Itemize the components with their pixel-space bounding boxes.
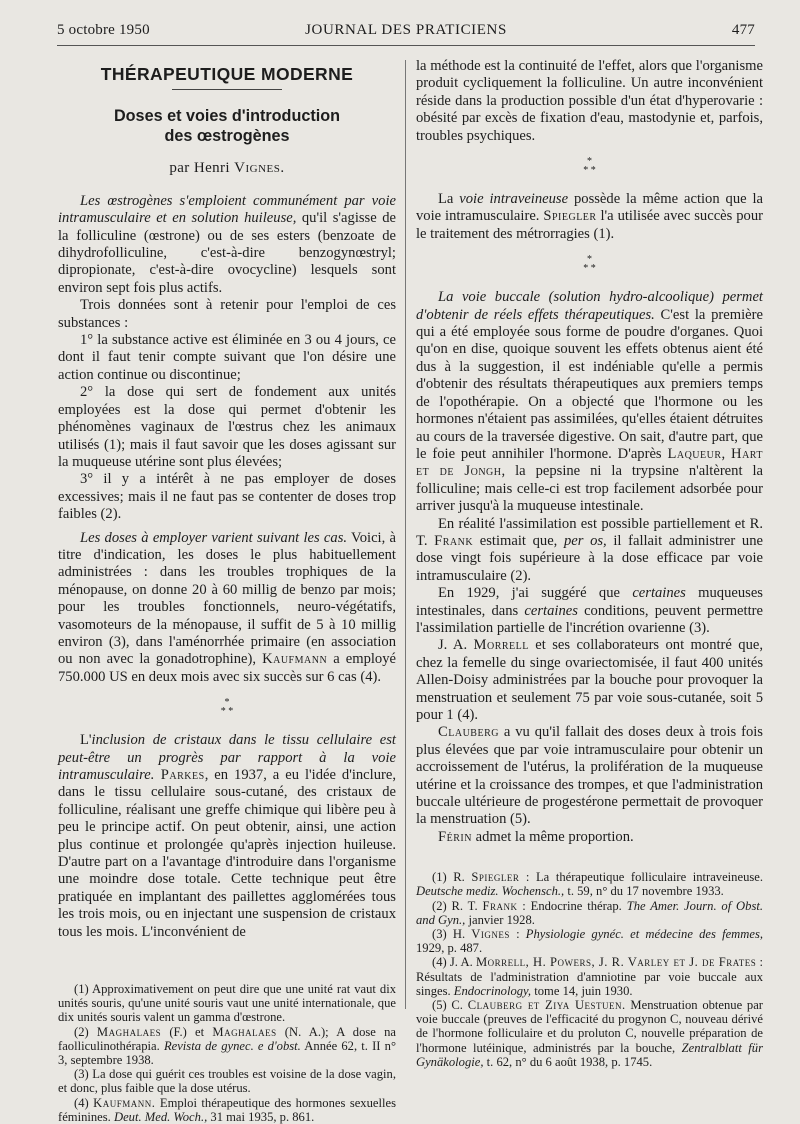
footnote-text: Emploi thérapeutique des hormones sexuelles féminines. — [58, 1095, 396, 1124]
author-name: Morrell, H. Powers, J. R. Varley et J. de Frates — [475, 955, 757, 970]
author-name: Spiegler — [543, 208, 597, 225]
asterism — [58, 698, 396, 716]
paragraph — [416, 637, 763, 724]
footnote — [416, 998, 763, 1069]
author-name: Frank — [482, 898, 518, 913]
footnote-text: (F.) et — [161, 1024, 213, 1039]
author-name: Maghalaes — [96, 1024, 162, 1039]
paragraph-text: a employé 750.000 US en deux mois avec six succès sur 6 cas (4). — [58, 651, 397, 685]
author-name: Férin — [438, 828, 472, 845]
footnotes-right — [416, 870, 763, 1069]
paragraph-text: En 1929, j'ai suggéré que — [438, 585, 633, 602]
paragraph — [416, 516, 763, 586]
paragraph-text: En réalité l'assimilation est possible partiellement et R. T. — [416, 515, 763, 549]
paragraph-text: admet la même proportion. — [471, 828, 634, 845]
article-title — [58, 106, 396, 146]
paragraph-text: a vu qu'il fallait des doses deux à trois fois plus élevées que par voie intramusculaire pour obtenir un accroissement de l'utérus, la prolifération de la muqueuse utérine et la croissance des trompes, et que l'administration buccale ultérieure de progestérone permettait de provoquer la menstruation (5). — [416, 724, 763, 828]
asterism-top: * — [587, 156, 592, 168]
footnote-text: (2) — [74, 1024, 97, 1039]
journal-name: Physiologie gynéc. et médecine des femmes, — [525, 927, 763, 942]
footnote-text: 31 mai 1935, p. 861. — [207, 1109, 315, 1124]
footnote-text: (4) — [74, 1095, 94, 1110]
footnote-text: t. 62, n° du 6 août 1938, p. 1745. — [483, 1054, 653, 1069]
paragraph-italic: certaines — [632, 585, 686, 602]
author-name: Maghalaes — [212, 1024, 277, 1039]
paragraph-text: J. A. — [438, 637, 474, 654]
paragraph-text: muqueuses intestinales, dans — [416, 585, 763, 619]
footnote-text: t. 59, n° du 17 novembre 1933. — [564, 884, 724, 899]
paragraph-italic: La voie buccale (solution hydro-alcoolique) permet d'obtenir de réels effets thérapeutiques. — [416, 289, 763, 323]
paragraph-text: conditions, peuvent permettre l'assimilation partielle de l'incrétion ovarienne (3). — [416, 602, 763, 636]
right-column — [416, 58, 763, 1069]
paragraph-text: , en 1937, a eu l'idée d'inclure, dans le tissu cellulaire sous-cutané, des cristaux de folliculine, réalisant une greffe chimique qui libère peu à peu le principe actif. On peut obtenir, ainsi, une action plus continue et prolongée qu'après injection huileuse. D'autre part on a l'avantage d'introduire dans l'organisme une moindre dose totale. Cette technique peut être pratiquée en implantant des paillettes agglomérées tous les trois mois, ou en injectant une suspension de cristaux tous les mois. L'inconvénient de — [58, 767, 396, 940]
paragraph-text: , — [721, 445, 732, 462]
footnote-text: : — [509, 927, 526, 942]
author-name: Kaufmann. — [93, 1095, 156, 1110]
paragraph-text: , la pepsine ni la trypsine n'altèrent la folliculine; mais celle-ci est trop facilement adsorbée pour arriver jusqu'à la muqueuse intestinale. — [416, 463, 763, 515]
paragraph-text: possède la même action que la voie intramusculaire. — [416, 191, 764, 225]
paragraph-text: La — [438, 191, 460, 208]
footnote-text: Menstruation obtenue par voie buccale (preuves de l'efficacité du progynon C, nouveau dérivé de l'hormone folliculaire et du proluton C, nouvelle préparation de l'hormone lutéinique, administrés par la bouche, — [416, 998, 763, 1055]
footnote-text: : Endocrine thérap. — [517, 898, 627, 913]
author-name: Hart et de Jongh — [416, 445, 763, 480]
column-divider — [405, 60, 406, 1009]
footnote — [58, 1025, 396, 1068]
author-name: Clauberg — [438, 724, 499, 741]
journal-name: The Amer. Journ. of Obst. and Gyn., — [416, 898, 764, 927]
paragraph — [58, 193, 396, 297]
section-title: THÉRAPEUTIQUE MODERNE — [100, 64, 354, 84]
footnote — [416, 899, 763, 927]
footnote-text: Année 62, t. II n° 3, septembre 1938. — [58, 1038, 396, 1068]
footnote-text: (2) R. T. — [432, 898, 483, 913]
paragraph: 1° la substance active est éliminée en 3 ou 4 jours, ce dont il faut tenir compte suivant que l'on désire une action continue ou discontinue; — [58, 332, 396, 383]
footnote-text: (3) H. — [432, 927, 472, 942]
paragraph-italic: per os, — [563, 532, 607, 549]
author-name: Clauberg et Ziya Uestuen. — [467, 998, 626, 1013]
article-title-line2: des œstrogènes — [164, 127, 290, 146]
paragraph: 3° il y a intérêt à ne pas employer de doses excessives; mais il ne faut pas se contenter de doses trop faibles (2). — [58, 471, 396, 523]
page-number: 477 — [731, 22, 755, 38]
byline — [58, 160, 396, 177]
paragraph-text: L' — [80, 732, 92, 749]
header-rule — [57, 45, 755, 46]
footnote-text: (N. A.); A dose na faolliculinothérapia. — [58, 1024, 396, 1053]
paragraph-text: il fallait administrer une dose vingt fois supérieure à la dose efficace par voie intramusculaire (2). — [416, 532, 763, 584]
paragraph — [416, 289, 763, 515]
asterism-bottom: * * — [583, 165, 596, 177]
paragraph-italic: certaines — [524, 602, 578, 619]
asterism-top: * — [224, 697, 230, 709]
paragraph-text: l'a utilisée avec succès pour le traitement des métrorragies (1). — [416, 208, 763, 242]
paragraph-text: estimait que, — [473, 532, 564, 549]
paragraph — [58, 530, 396, 687]
paragraph — [416, 191, 763, 243]
journal-name: Deut. Med. Woch., — [113, 1109, 208, 1124]
journal-name: Endocrinology, — [453, 983, 532, 998]
footnote-text: (4) J. A. — [432, 955, 476, 970]
byline-author: Vignes. — [234, 160, 285, 177]
footnote-text: : Résultats de l'administration d'amniotine par voie buccale aux singes. — [416, 955, 763, 998]
asterism-bottom: * * — [583, 263, 596, 275]
paragraph: la méthode est la continuité de l'effet, alors que l'organisme produit cycliquement la folliculine. Un autre inconvénient réside dans la production possible d'un état d'hyperovarie : obésité par excès de fixation d'eau, mastodynie et, parfois, troubles psychiques. — [416, 58, 763, 144]
asterism — [416, 157, 763, 175]
running-header — [57, 22, 755, 44]
asterism — [416, 255, 763, 273]
footnote-text: : La thérapeutique folliculaire intraveineuse. — [519, 870, 764, 885]
paragraph-text: Voici, à titre d'indication, les doses le plus habituellement administrées : dans les troubles trophiques de la ménopause, on donne 20 à 60 millig de benzo par mois; pour les troubles fonctionnels, neuro-végétatifs, vasomoteurs de la ménopause, il suffit de 5 à 10 millig environ (3), dans l'aménorrhée primaire (en association ou non avec la gonadotrophine), — [58, 529, 396, 668]
paragraph-italic: inclusion de cristaux dans le tissu cellulaire est peut-être un progrès par rapport à la voie intramusculaire. — [58, 732, 396, 783]
journal-name: Zentralblatt für Gynäkologie, — [416, 1040, 763, 1069]
footnote: (1) Approximativement on peut dire que une unité rat vaut dix unités souris, qu'une unité souris vaut une unité internationale, que dix unités souris valent un gamma d'œstrone. — [58, 982, 396, 1025]
paragraph — [416, 585, 763, 637]
byline-prefix: par Henri — [169, 160, 235, 177]
journal-title: JOURNAL DES PRATICIENS — [305, 22, 507, 38]
footnote: (3) La dose qui guérit ces troubles est voisine de la dose vagin, et donc, plus faible que la dose utérus. — [58, 1067, 396, 1096]
author-name: Laqueur — [667, 445, 722, 462]
author-name: Frank — [434, 532, 474, 549]
asterism-top: * — [587, 254, 592, 266]
author-name: Vignes — [471, 927, 510, 942]
footnote-text: (5) C. — [432, 998, 468, 1013]
paragraph-italic: Les doses à employer varient suivant les cas. — [80, 529, 348, 546]
section-rule — [172, 89, 282, 90]
paragraph-text: qu'il s'agisse de la folliculine (œstrone) ou de ses esters (benzoate de dihydrofolliculine, c'est-à-dire benzogynœstryl; dipropionate, c'est-à-dire ovocycline) lesquels sont environ sept fois plus actifs. — [58, 210, 396, 296]
author-name: Spiegler — [471, 870, 520, 885]
footnote — [416, 870, 763, 898]
footnote-text: (1) R. — [432, 870, 472, 885]
footnote — [416, 927, 763, 955]
journal-name: Revista de gynec. e d'obst. — [163, 1038, 301, 1053]
left-column — [58, 58, 396, 1124]
paragraph-italic: Les œstrogènes s'emploient communément par voie intramusculaire et en solution huileuse, — [58, 192, 396, 227]
journal-name: Deutsche mediz. Wochensch., — [416, 884, 565, 899]
footnote-text: 1929, p. 487. — [416, 941, 483, 956]
author-name: Kaufmann — [262, 651, 328, 668]
paragraph — [58, 732, 396, 941]
article-title-line1: Doses et voies d'introduction — [113, 107, 340, 126]
paragraph — [416, 829, 763, 846]
paragraph: Trois données sont à retenir pour l'emploi de ces substances : — [58, 297, 396, 331]
paragraph-italic: voie intraveineuse — [459, 191, 569, 208]
paragraph-text: et ses collaborateurs ont montré que, chez la femelle du singe ovariectomisée, il faut 400 unités Allen-Doisy administrées par la bouche pour provoquer la menstruation et seulement 75 par voie sous-cutanée, soit 5 pour 1 (4). — [416, 637, 764, 723]
footnote — [416, 955, 763, 998]
paragraph — [416, 724, 763, 828]
footnotes-left — [58, 982, 396, 1124]
footnote — [58, 1096, 396, 1124]
footnote-text: tome 14, juin 1930. — [531, 983, 633, 998]
asterism-bottom: * * — [220, 706, 234, 718]
footnote-text: janvier 1928. — [465, 912, 535, 927]
author-name: Morrell — [473, 637, 529, 654]
paragraph-text: C'est la première qui a été employée sous forme de poudre d'organes. Quoi qu'on en dise, quoique souvent les effets obtenus aient été dus à la suggestion, il est indéniable qu'elle a permis d'obtenir des résultats thérapeutiques aux premiers temps de l'opothérapie. On a objecté que l'hormone ou les hormones n'étaient pas assimilées, qu'elles étaient détruites au cours de la traversée digestive. On sait, d'autre part, que le foie peut annihiler l'hormone. D'après — [416, 306, 763, 462]
paragraph: 2° la dose qui sert de fondement aux unités employées est la dose qui permet d'obtenir les phénomènes vaginaux de l'œstrus chez les animaux utilisés (1); mais il faut savoir que les doses agissant sur la muqueuse utérine sont plus élevées; — [58, 384, 396, 470]
header-date: 5 octobre 1950 — [57, 22, 150, 38]
author-name: Parkes — [154, 767, 205, 783]
